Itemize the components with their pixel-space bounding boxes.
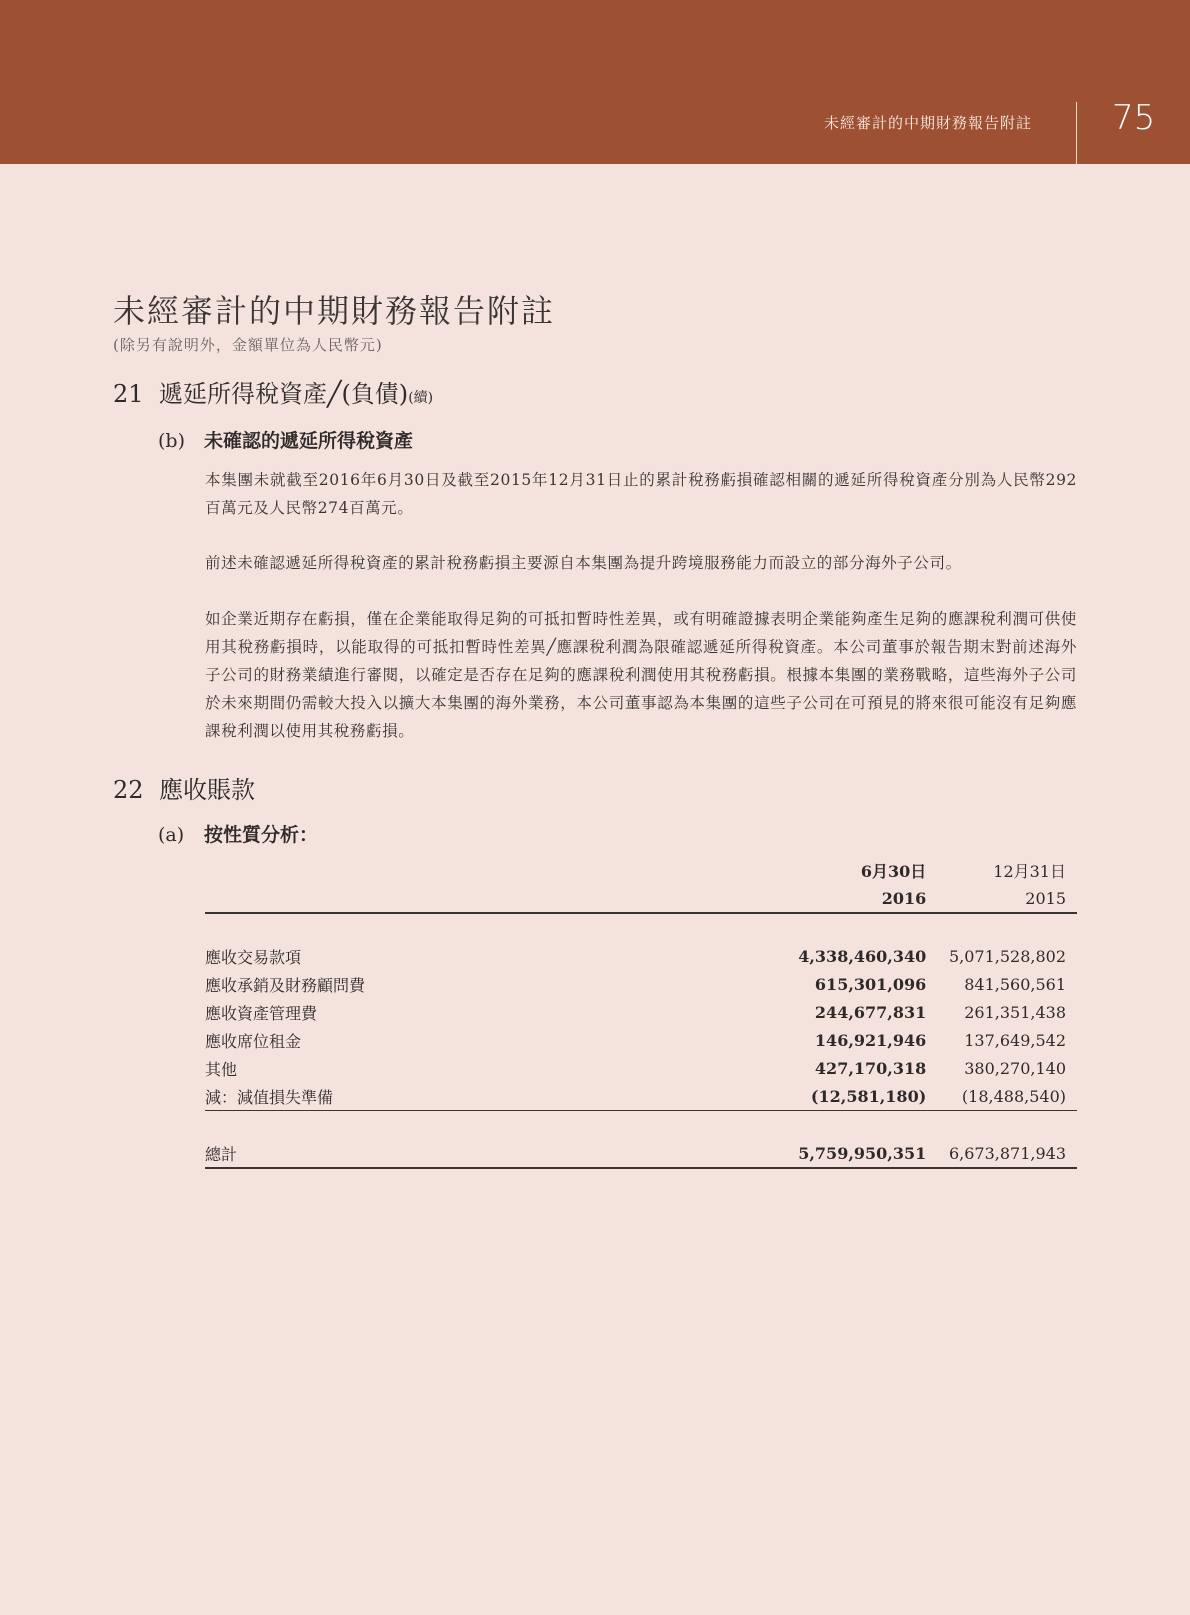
col-a-year: 2016 — [881, 888, 927, 908]
section-22a-heading — [158, 820, 318, 847]
col-a-date: 6月30日 — [860, 861, 927, 881]
subtotal-rule — [205, 1111, 1077, 1140]
receivables-table — [205, 856, 1077, 1169]
section-21-number: 21 — [113, 380, 144, 408]
table-row: 減：減值損失準備 (12,581,180) (18,488,540) — [205, 1086, 1066, 1107]
table-header-row-2 — [205, 884, 1077, 913]
col-b-date: 12月31日 — [993, 861, 1066, 881]
table-row: 應收資產管理費 244,677,831 261,351,438 — [205, 1002, 1066, 1023]
section-21b-title: 未確認的遞延所得稅資產 — [204, 430, 414, 452]
section-22a-title: 按性質分析： — [204, 824, 319, 846]
section-21-continued: (續) — [408, 390, 434, 406]
table-row: 應收承銷及財務顧問費 615,301,096 841,560,561 — [205, 974, 1066, 995]
section-21b-paragraph-3: 如企業近期存在虧損，僅在企業能取得足夠的可抵扣暫時性差異，或有明確證據表明企業能夠產生足夠的應課稅利潤可供使用其稅務虧損時，以能取得的可抵扣暫時性差異╱應課稅利潤為限確認遞延所得稅資產。本公司董事於報告期末對前述海外子公司的財務業績進行審閱，以確定是否存在足夠的應課稅利潤使用其稅務虧損。根據本集團的業務戰略，這些海外子公司於未來期間仍需較大投入以擴大本集團的海外業務，本公司董事認為本集團的這些子公司在可預見的將來很可能沒有足夠應課稅利潤以使用其稅務虧損。 — [205, 610, 1077, 740]
section-22a-label: (a) — [158, 824, 185, 846]
page-title: 未經審計的中期財務報告附註 — [113, 292, 556, 330]
col-b-year: 2015 — [1025, 888, 1066, 908]
table-row: 其他 427,170,318 380,270,140 — [205, 1058, 1066, 1079]
page-subtitle: (除另有說明外，金額單位為人民幣元) — [113, 336, 383, 354]
page-header-band — [0, 0, 1190, 164]
section-21b-paragraph-1: 本集團未就截至2016年6月30日及截至2015年12月31日止的累計稅務虧損確認相關的遞延所得稅資產分別為人民幣292百萬元及人民幣274百萬元。 — [205, 471, 1077, 517]
table-header-row-1 — [205, 856, 1077, 884]
section-21-title: 遞延所得稅資產╱(負債) — [159, 380, 409, 408]
header-divider — [1076, 102, 1077, 164]
table-total-row: 總計 5,759,950,351 6,673,871,943 — [205, 1139, 1077, 1168]
section-22-number: 22 — [113, 776, 144, 804]
running-title: 未經審計的中期財務報告附註 — [823, 114, 1032, 132]
section-21b-paragraph-2: 前述未確認遞延所得稅資產的累計稅務虧損主要源自本集團為提升跨境服務能力而設立的部分海外子公司。 — [205, 554, 962, 572]
section-22-heading — [113, 770, 255, 805]
page-number: 75 — [1112, 98, 1156, 138]
header-rule — [205, 913, 1077, 942]
section-21b-label: (b) — [158, 430, 185, 452]
section-21b-heading — [158, 426, 413, 453]
section-22-title: 應收賬款 — [159, 776, 255, 804]
section-21-heading — [113, 374, 433, 409]
table-row: 應收席位租金 146,921,946 137,649,542 — [205, 1030, 1066, 1051]
table-row: 應收交易款項 4,338,460,340 5,071,528,802 — [205, 946, 1066, 967]
